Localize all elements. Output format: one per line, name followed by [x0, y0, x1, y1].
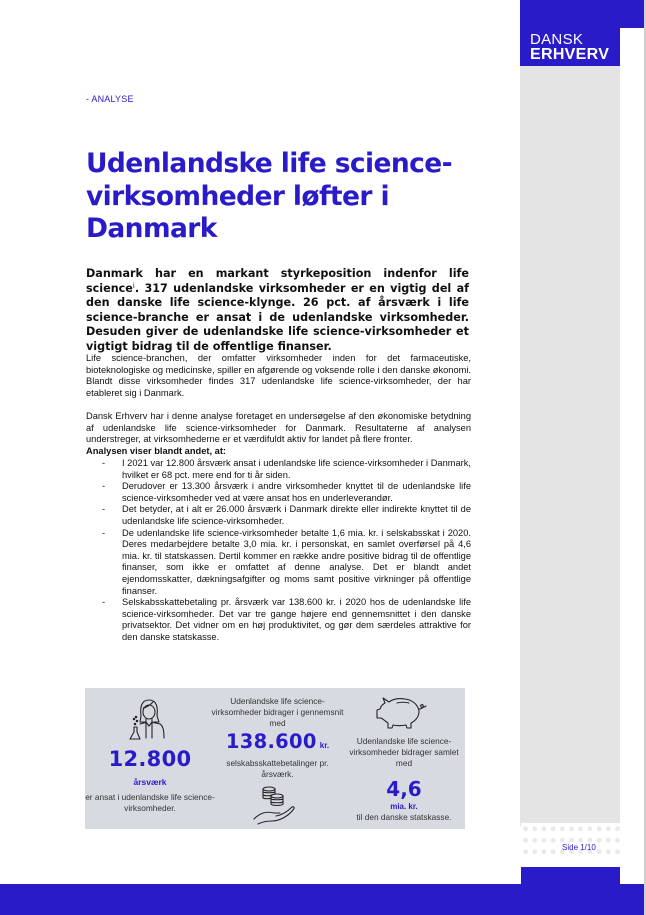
- finding-text: Det betyder, at i alt er 26.000 årsværk i Danmark direkte eller indirekte knyttet til de udenlandske life science-virksomheder.: [122, 504, 471, 526]
- finding-item: [86, 458, 471, 481]
- stat-total-unit: mia. kr.: [390, 802, 418, 811]
- bullet-dash: -: [102, 597, 106, 608]
- finding-item: [86, 597, 471, 643]
- key-figures-infographic: [85, 688, 465, 829]
- bullet-dash: -: [102, 481, 106, 492]
- brand-top-band: [520, 0, 644, 28]
- piggy-bank-icon: [375, 692, 429, 732]
- finding-item: [86, 528, 471, 598]
- stat-employees-value: 12.800: [108, 747, 192, 771]
- footnote-marker[interactable]: i: [132, 281, 135, 290]
- lead-text-end: . 317 udenlandske virksomheder er en vigtig del af den danske life science-klynge. 26 pct. af årsværk i life science-branche er ansat i de udenlandske virksomheder. Desuden giver de udenlandske life science-virksomheder et vigtigt bidrag til de offentlige finanser.: [86, 281, 469, 353]
- stat-total-intro: Udenlandske life science-virksomheder bidrager samlet med: [349, 736, 459, 768]
- stat-employees-description: er ansat i udenlandske life science-virksomheder.: [85, 792, 215, 813]
- findings-list: [86, 458, 471, 644]
- finding-item: [86, 504, 471, 527]
- finding-text: I 2021 var 12.800 årsværk ansat i udenlandske life science-virksomheder i Danmark, hvilket er 68 pct. mere end for ti år siden.: [122, 458, 471, 480]
- bullet-dash: -: [102, 458, 106, 468]
- scientist-icon: [129, 694, 173, 742]
- finding-item: [86, 481, 471, 504]
- coins-in-hand-icon: [250, 785, 298, 825]
- finding-text: De udenlandske life science-virksomheder betalte 1,6 mia. kr. i selskabsskat i 2020. Deres medarbejdere betalte 3,0 mia. kr. i personskat, en samlet overførsel på 4,6 mia. kr. til statskassen. Dertil kommer en række andre positive bidrag til de offentlige finanser, som ikke er omfattet af denne analyse. Det er blandt andet ejendomsskatter, dækningsafgifter og moms samt positive virkninger på offentlige finanser.: [122, 527, 471, 596]
- footer-band: [0, 884, 644, 915]
- stat-tax-value-row: [210, 730, 345, 754]
- page-number: Side 1/10: [562, 843, 596, 852]
- finding-text: Selskabsskattebetaling pr. årsværk var 138.600 kr. i 2020 hos de udenlandske life science-virksomheder. Det var tre gange højere end gennemsnittet i den danske privatsektor. Det vidner om en høj produktivitet, og gør dem særdeles attraktive for den danske statskasse.: [122, 597, 471, 642]
- findings-heading: Analysen viser blandt andet, at:: [86, 446, 227, 456]
- logo-line-2: ERHVERV: [530, 46, 610, 63]
- dansk-erhverv-logo: [520, 28, 620, 66]
- stat-tax-intro: Udenlandske life science-virksomheder bidrager i gennemsnit med: [211, 696, 344, 728]
- lead-paragraph: [86, 267, 469, 355]
- page-title: Udenlandske life science-virksomheder løfter i Danmark: [86, 148, 452, 244]
- bullet-dash: -: [102, 527, 106, 538]
- stat-total-value: 4,6: [386, 777, 422, 801]
- dot-pattern: [521, 823, 620, 859]
- logo-line-1: DANSK: [530, 31, 584, 48]
- sidebar-band: [520, 66, 620, 826]
- bullet-dash: -: [102, 504, 106, 515]
- lead-text-start: Danmark har en markant styrkeposition indenfor life science: [86, 267, 469, 295]
- finding-text: Derudover er 13.300 årsværk i andre virksomheder knyttet til de udenlandske life science-virksomheder ved at være ansat hos en underleverandør.: [122, 481, 471, 503]
- stat-total-description: til den danske statskasse.: [356, 812, 452, 822]
- stat-employees-unit: årsværk: [133, 777, 167, 787]
- section-kicker: - ANALYSE: [86, 94, 134, 104]
- stat-tax-description: selskabsskattebetalinger pr. årsværk.: [226, 758, 329, 779]
- stat-tax-unit: kr.: [319, 741, 330, 750]
- body-paragraph-2: Dansk Erhverv har i denne analyse foretaget en undersøgelse af den økonomiske betydning af udenlandske life science-virksomheder for Danmark. Resultaterne af analysen understreger, at virksomhederne er et værdifuldt aktiv for landet på flere fronter.: [86, 411, 471, 445]
- body-paragraph-1: Life science-branchen, der omfatter virksomheder inden for det farmaceutiske, bioteknologiske og medicinske, spiller en afgørende og voksende rolle i den danske økonomi. Blandt disse virksomheder findes 317 udenlandske life science-virksomheder, der har etableret sig i Danmark.: [86, 353, 472, 398]
- stat-tax-value: 138.600: [225, 730, 317, 753]
